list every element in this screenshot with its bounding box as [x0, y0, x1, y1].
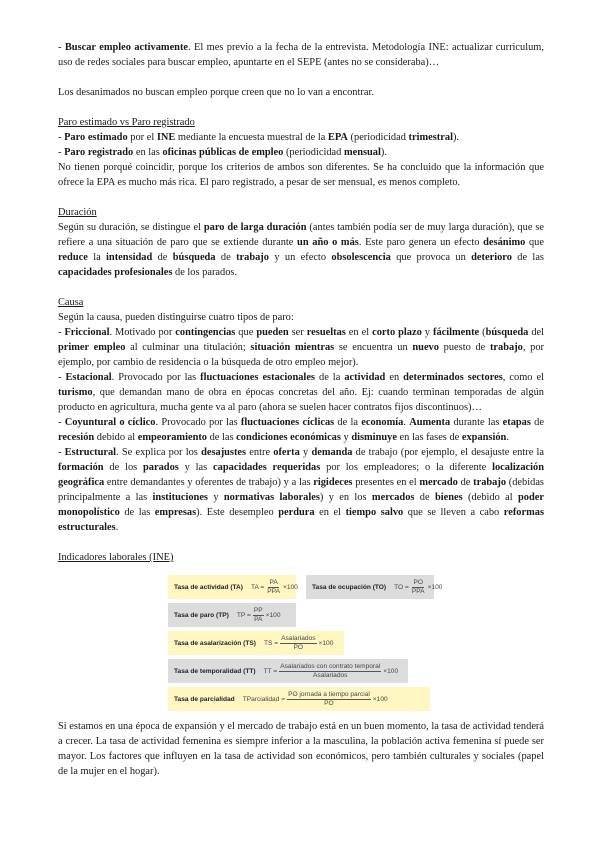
- fraction: [266, 579, 281, 596]
- text-span: (debidas principalmente a las: [58, 477, 544, 503]
- text-span: y un efecto: [268, 252, 332, 263]
- bold-term: corto plazo: [372, 327, 422, 338]
- text-span: de los: [103, 462, 144, 473]
- bold-term: bienes: [434, 492, 463, 503]
- bold-term: trabajo: [473, 477, 507, 488]
- text-span: . Motivado por: [109, 327, 176, 338]
- bold-term: expansión: [461, 432, 507, 443]
- formula: [243, 691, 388, 708]
- fraction: [280, 635, 316, 652]
- bold-term: condiciones económicas: [236, 432, 341, 443]
- text-span: presentes en el: [352, 477, 420, 488]
- tasa-parcialidad-box: [168, 687, 430, 711]
- formula-lhs: TA =: [251, 583, 265, 591]
- buscar-empleo-term: Buscar empleo activamente: [64, 42, 189, 53]
- formula-lhs: TP =: [236, 611, 251, 619]
- text-span: en el: [345, 327, 373, 338]
- bold-term: determinados sectores: [403, 372, 503, 383]
- numerator: Asalariados con contrato temporal: [280, 662, 381, 670]
- text-span: ).: [380, 147, 387, 158]
- desanimados-paragraph: Los desanimados no buscan empleo porque creen que no lo van a encontrar.: [58, 87, 374, 98]
- bold-term: instituciones: [152, 492, 208, 503]
- text-span: que: [525, 237, 544, 248]
- ine-term: INE: [156, 132, 176, 143]
- text-span: que: [235, 327, 257, 338]
- paro-heading: Paro estimado vs Paro registrado: [58, 117, 195, 128]
- estructural-paragraph: - Estructural. Se explica por los desajustes entre oferta y demanda de trabajo (por ejemplo, el desajuste entre la formación de los parados y las capacidades requeridas por los empleadores; o la diferente localización geográfica entre demandantes y oferentes de trabajo) y a las rigideces presentes en el mercado de trabajo (debidas principalmente a las instituciones y normativas laborales) y en los mercados de bienes (debido al poder monopolístico de las empresas). Este desempleo perdura en el tiempo salvo que se lleven a cabo reformas estructurales.: [58, 447, 545, 533]
- bold-term: obsolescencia: [331, 252, 391, 263]
- fraction: [279, 663, 381, 680]
- coyuntural-paragraph: - Coyuntural o cíclico. Provocado por las fluctuaciones cíclicas de la economía. Aumenta durante las etapas de recesión debido al empeoramiento de las condiciones económicas y disminuye en las fases de expansión.: [58, 417, 544, 443]
- causa-intro: Según la causa, pueden distinguirse cuatro tipos de paro:: [58, 312, 294, 323]
- formula: [237, 607, 281, 624]
- bold-term: tiempo salvo: [345, 507, 404, 518]
- text-span: de: [152, 252, 173, 263]
- formula-lhs: TT =: [263, 667, 278, 675]
- text-span: mediante la encuesta muestral de la: [175, 132, 328, 143]
- text-span: en: [385, 372, 404, 383]
- text-span: y: [340, 432, 352, 443]
- trimestral-term: trimestral: [408, 132, 453, 143]
- formula-label: Tasa de paro (TP): [174, 611, 229, 619]
- formula-tail: ×100: [427, 583, 443, 591]
- bold-term: Coyuntural o cíclico: [64, 417, 156, 428]
- formula-label: Tasa de asalarización (TS): [174, 639, 256, 647]
- denominator: PPA: [267, 587, 280, 595]
- bold-term: trabajo: [489, 342, 523, 353]
- indicadores-formula-table: [58, 571, 544, 711]
- text-span: de: [414, 492, 435, 503]
- estacional-paragraph: - Estacional. Provocado por las fluctuaciones estacionales de la actividad en determinados sectores, como el turismo, que demandan mano de obra en épocas concretas del año. Ej: cuando terminan temporadas de algún producto en agricultura, mucha gente va al paro (ahora se suelen hacer contratos fijos discontinuos)…: [58, 372, 544, 413]
- formula: [264, 663, 399, 680]
- numerator: Asalariados: [281, 634, 316, 642]
- text-span: de trabajo (por ejemplo, el desajuste entre la: [352, 447, 545, 458]
- friccional-paragraph: - Friccional. Motivado por contingencias que pueden ser resueltas en el corto plazo y fácilmente (búsqueda del primer empleo al culminar una titulación; situación mientras se encuentra un nuevo puesto de trabajo, por ejemplo, por cambio de residencia o la búsqueda de otro empleo mejor).: [58, 327, 545, 368]
- buscar-empleo-paragraph: - Buscar empleo activamente. El mes previo a la fecha de la entrevista. Metodología INE: actualizar curriculum, uso de redes sociales para buscar empleo, apuntarte en el SEPE (antes no se consideraba)…: [58, 42, 544, 68]
- bold-term: contingencias: [175, 327, 236, 338]
- numerator: PO jornada a tiempo parcial: [288, 690, 370, 698]
- tasa-temporalidad-box: [168, 659, 408, 683]
- text-span: de: [457, 477, 474, 488]
- bold-term: Estructural: [64, 447, 117, 458]
- bold-term: deterioro: [471, 252, 512, 263]
- denominator: PA: [254, 615, 263, 623]
- text-span: entre: [246, 447, 274, 458]
- bold-term: fluctuaciones estacionales: [200, 372, 315, 383]
- mensual-term: mensual: [343, 147, 381, 158]
- text-span: , como el: [502, 372, 544, 383]
- text-span: . Provocado por las: [111, 372, 201, 383]
- bold-term: capacidades requeridas: [213, 462, 321, 473]
- text-span: de las: [511, 252, 544, 263]
- oficinas-term: oficinas públicas de empleo: [162, 147, 284, 158]
- text-span: .: [115, 522, 119, 533]
- bold-term: fácilmente: [432, 327, 480, 338]
- denominator: PO: [324, 699, 334, 707]
- text-span: la: [87, 252, 107, 263]
- bold-term: reformas estructurales: [58, 507, 544, 533]
- fraction: [411, 579, 426, 596]
- numerator: PP: [253, 606, 263, 614]
- bold-term: turismo: [58, 387, 93, 398]
- text-span: al culminar una titulación;: [125, 342, 251, 353]
- denominator: PO: [293, 643, 304, 651]
- text-span: . Se explica por los: [116, 447, 202, 458]
- text-span: ).: [452, 132, 460, 143]
- text-span: Según su duración, se distingue el: [58, 222, 204, 233]
- bold-term: localización geográfica: [58, 462, 545, 488]
- bold-term: rigideces: [313, 477, 353, 488]
- bold-term: paro de larga duración: [203, 222, 307, 233]
- text-span: .: [506, 432, 509, 443]
- text-span: y: [207, 492, 224, 503]
- bold-term: pueden: [256, 327, 289, 338]
- text-span: (periodicidad: [283, 147, 344, 158]
- bold-term: empresas: [154, 507, 197, 518]
- paro-estimado-term: Paro estimado: [64, 132, 128, 143]
- bold-term: primer empleo: [58, 342, 126, 353]
- bold-term: poder monopolístico: [58, 492, 544, 518]
- formula-label: Tasa de actividad (TA): [174, 583, 244, 591]
- formula-tail: ×100: [383, 667, 399, 675]
- tasa-paro-box: [168, 603, 296, 627]
- text-span: durante las: [450, 417, 503, 428]
- document-page: [58, 40, 544, 779]
- bold-term: demanda: [311, 447, 353, 458]
- text-span: . Este paro genera un efecto: [358, 237, 484, 248]
- text-span: de la: [334, 417, 362, 428]
- denominator: Asalariados: [313, 671, 348, 679]
- text-span: y: [299, 447, 312, 458]
- causa-heading: Causa: [58, 297, 84, 308]
- bold-term: parados: [143, 462, 179, 473]
- bold-term: capacidades profesionales: [58, 267, 173, 278]
- bold-term: Aumenta: [409, 417, 451, 428]
- text-span: de la: [314, 372, 345, 383]
- bold-term: perdura: [278, 507, 315, 518]
- text-span: de: [530, 417, 544, 428]
- bold-term: un año o más: [297, 237, 359, 248]
- text-span: ). Este desempleo: [196, 507, 279, 518]
- paro-note: No tienen porqué coincidir, porque los criterios de ambos son diferentes. Se ha concluido que la información que ofrece la EPA es mucho más rica. El paro registrado, a pesar de ser mensual, es menos completo.: [58, 162, 544, 188]
- text-span: y las: [178, 462, 214, 473]
- text-span: de: [215, 252, 237, 263]
- bold-term: disminuye: [351, 432, 397, 443]
- bold-term: situación mientras: [250, 342, 335, 353]
- bold-term: desajustes: [201, 447, 247, 458]
- text-span: (periodicidad: [347, 132, 409, 143]
- bold-term: reduce: [58, 252, 88, 263]
- formula-lhs: TO =: [394, 583, 409, 591]
- text-span: que se lleven a cabo: [403, 507, 504, 518]
- text-span: por los empleadores; o la diferente: [320, 462, 493, 473]
- text-span: se encuentra un: [334, 342, 413, 353]
- bold-term: formación: [58, 462, 104, 473]
- paro-registrado-term: Paro registrado: [64, 147, 134, 158]
- bold-term: trabajo: [236, 252, 269, 263]
- text-span: de las: [207, 432, 237, 443]
- text-span: ser: [288, 327, 307, 338]
- epa-term: EPA: [327, 132, 348, 143]
- formula-tail: ×100: [372, 695, 388, 703]
- paro-estimado-line: - Paro estimado por el INE mediante la encuesta muestral de la EPA (periodicidad trimestral).: [58, 132, 460, 143]
- text-span: (: [479, 327, 486, 338]
- formula-tail: ×100: [283, 583, 298, 591]
- text-span: de las: [119, 507, 155, 518]
- text-span: del: [528, 327, 545, 338]
- bold-term: etapas: [502, 417, 531, 428]
- text-span: (debido al: [462, 492, 519, 503]
- duracion-paragraph: [58, 220, 544, 280]
- text-span: en el: [314, 507, 346, 518]
- bold-term: actividad: [344, 372, 386, 383]
- formula: [264, 635, 333, 652]
- bold-term: intensidad: [106, 252, 153, 263]
- text-span: , que demandan mano de obra en épocas concretas del año. Ej: cuando terminan temporadas de algún producto en agricultura, mucha gente va al paro (ahora se suelen hacer contratos fijos discontinuos)…: [58, 387, 544, 413]
- text-span: .: [403, 417, 410, 428]
- bold-term: resueltas: [306, 327, 346, 338]
- text-span: . Provocado por las: [155, 417, 241, 428]
- bold-term: Estacional: [65, 372, 112, 383]
- bold-term: empeoramiento: [137, 432, 207, 443]
- bold-term: nuevo: [412, 342, 439, 353]
- bold-term: economía: [361, 417, 404, 428]
- formula-label: Tasa de ocupación (TO): [312, 583, 387, 591]
- text-span: y: [421, 327, 433, 338]
- fraction: [253, 607, 264, 624]
- bold-term: búsqueda: [485, 327, 529, 338]
- text-span: que provoca un: [390, 252, 472, 263]
- bold-term: oferta: [273, 447, 300, 458]
- text-span: ) y en los: [319, 492, 372, 503]
- text-span: (antes también podía ser de muy larga duración), que se refiere a una situación de paro que se extiende durante: [58, 222, 544, 248]
- text-span: puesto de: [438, 342, 490, 353]
- bold-term: normativas laborales: [223, 492, 320, 503]
- bold-term: desánimo: [483, 237, 526, 248]
- formula: [251, 579, 298, 596]
- paro-registrado-line: - Paro registrado en las oficinas públicas de empleo (periodicidad mensual).: [58, 147, 387, 158]
- buscar-empleo-text: . El mes previo a la fecha de la entrevista. Metodología INE: actualizar curriculum, uso de redes sociales para buscar empleo, apuntarte en el SEPE (antes no se consideraba)…: [58, 42, 544, 68]
- indicadores-heading: Indicadores laborales (INE): [58, 552, 174, 563]
- tasa-actividad-box: [168, 575, 296, 599]
- formula: [394, 579, 442, 596]
- text-span: en las: [133, 147, 163, 158]
- denominator: PPA: [411, 587, 425, 595]
- bold-term: mercados: [371, 492, 415, 503]
- tasa-asalarizacion-box: [168, 631, 344, 655]
- text-span: en las fases de: [396, 432, 462, 443]
- bold-term: mercado: [419, 477, 458, 488]
- formula-lhs: TParcialidad =: [242, 695, 286, 703]
- fraction: [287, 691, 371, 708]
- formula-tail: ×100: [265, 611, 281, 619]
- duracion-heading: Duración: [58, 207, 97, 218]
- bold-term: fluctuaciones cíclicas: [240, 417, 335, 428]
- text-span: de los parados.: [172, 267, 238, 278]
- formula-label: Tasa de parcialidad: [174, 695, 235, 703]
- text-span: entre demandantes y oferentes de trabajo) y a las: [104, 477, 314, 488]
- text-span: por el: [127, 132, 157, 143]
- numerator: PO: [413, 578, 423, 586]
- bold-term: Friccional: [64, 327, 110, 338]
- text-span: , por ejemplo, por cambio de residencia o la búsqueda de otro empleo mejor).: [58, 342, 545, 368]
- text-span: debido al: [94, 432, 138, 443]
- formula-lhs: TS =: [263, 639, 279, 647]
- conclusion-paragraph: Si estamos en una época de expansión y el mercado de trabajo está en un buen momento, la tasa de actividad tenderá a crecer. La tasa de actividad femenina es siempre inferior a la masculina, la población activa femenina sí puede ser mayor. Los factores que influyen en la tasa de actividad son económicos, pero también culturales y sociales (papel de la mujer en el hogar).: [58, 721, 544, 777]
- formula-tail: ×100: [318, 639, 334, 647]
- formula-label: Tasa de temporalidad (TT): [174, 667, 256, 675]
- numerator: PA: [269, 578, 278, 586]
- bold-term: recesión: [58, 432, 95, 443]
- tasa-ocupacion-box: [306, 575, 443, 599]
- bold-term: búsqueda: [172, 252, 216, 263]
